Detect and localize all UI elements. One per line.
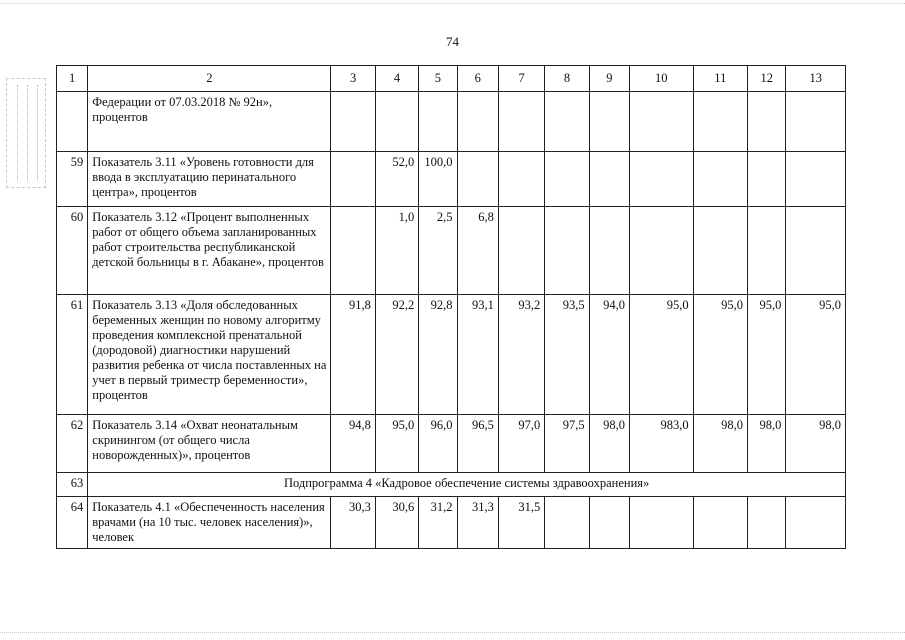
value-cell (545, 92, 589, 152)
value-cell (498, 207, 544, 295)
table-row (57, 415, 846, 473)
value-cell (693, 207, 747, 295)
scan-edge-top (0, 3, 905, 4)
value-cell (786, 92, 846, 152)
value-cell (630, 152, 694, 207)
value-cell (786, 497, 846, 549)
value-cell: 31,2 (419, 497, 457, 549)
scan-edge-bottom (0, 632, 905, 633)
value-cell (457, 152, 498, 207)
table-row (57, 497, 846, 549)
indicator-description: Показатель 3.13 «Доля обследованных беременных женщин по новому алгоритму проведения комплексной пренатальной (дородовой) диагностики нарушений развития ребенка от числа поставленных на учет в первый триместр беременности», процентов (88, 295, 331, 415)
value-cell: 6,8 (457, 207, 498, 295)
value-cell (331, 152, 375, 207)
value-cell: 94,0 (589, 295, 629, 415)
value-cell: 95,0 (786, 295, 846, 415)
value-cell: 31,5 (498, 497, 544, 549)
value-cell (331, 92, 375, 152)
value-cell: 30,3 (331, 497, 375, 549)
header-cell: 3 (331, 66, 375, 92)
table-row (57, 92, 846, 152)
table-row (57, 207, 846, 295)
value-cell: 93,2 (498, 295, 544, 415)
value-cell: 95,0 (748, 295, 786, 415)
value-cell (630, 497, 694, 549)
value-cell (748, 207, 786, 295)
page-number: 74 (446, 34, 459, 49)
value-cell (786, 152, 846, 207)
value-cell (748, 152, 786, 207)
header-cell: 12 (748, 66, 786, 92)
header-cell: 4 (375, 66, 418, 92)
table-header (57, 66, 846, 92)
value-cell: 94,8 (331, 415, 375, 473)
value-cell (498, 92, 544, 152)
value-cell: 98,0 (693, 415, 747, 473)
value-cell (589, 207, 629, 295)
header-row (57, 66, 846, 92)
indicator-description: Показатель 4.1 «Обеспеченность населения врачами (на 10 тыс. человек населения)», человек (88, 497, 331, 549)
value-cell (693, 92, 747, 152)
header-cell: 7 (498, 66, 544, 92)
header-cell: 5 (419, 66, 457, 92)
value-cell: 96,5 (457, 415, 498, 473)
indicator-description: Показатель 3.12 «Процент выполненных работ от общего объема запланированных работ строительства республиканской детской больницы в г. Абакане», процентов (88, 207, 331, 295)
value-cell (589, 92, 629, 152)
value-cell: 97,5 (545, 415, 589, 473)
header-cell: 13 (786, 66, 846, 92)
value-cell (693, 497, 747, 549)
value-cell (748, 497, 786, 549)
subprogram-title: Подпрограмма 4 «Кадровое обеспечение системы здравоохранения» (88, 473, 846, 497)
value-cell (693, 152, 747, 207)
value-cell (545, 152, 589, 207)
value-cell: 52,0 (375, 152, 418, 207)
row-number: 60 (57, 207, 88, 295)
value-cell: 95,0 (630, 295, 694, 415)
value-cell (748, 92, 786, 152)
value-cell: 93,5 (545, 295, 589, 415)
table-row (57, 152, 846, 207)
value-cell: 98,0 (748, 415, 786, 473)
value-cell: 31,3 (457, 497, 498, 549)
row-number: 59 (57, 152, 88, 207)
indicator-description: Показатель 3.11 «Уровень готовности для ввода в эксплуатацию перинатального центра», процентов (88, 152, 331, 207)
value-cell: 97,0 (498, 415, 544, 473)
value-cell: 100,0 (419, 152, 457, 207)
value-cell: 95,0 (693, 295, 747, 415)
value-cell: 98,0 (589, 415, 629, 473)
row-number: 63 (57, 473, 88, 497)
row-number: 61 (57, 295, 88, 415)
value-cell: 96,0 (419, 415, 457, 473)
value-cell: 91,8 (331, 295, 375, 415)
indicator-description: Показатель 3.14 «Охват неонатальным скринингом (от общего числа новорожденных)», процентов (88, 415, 331, 473)
value-cell (498, 152, 544, 207)
value-cell (786, 207, 846, 295)
row-number: 62 (57, 415, 88, 473)
value-cell: 95,0 (375, 415, 418, 473)
value-cell (589, 497, 629, 549)
row-number: 64 (57, 497, 88, 549)
value-cell: 92,8 (419, 295, 457, 415)
value-cell: 93,1 (457, 295, 498, 415)
header-cell: 8 (545, 66, 589, 92)
margin-stamp (6, 78, 46, 188)
table-row (57, 295, 846, 415)
value-cell (589, 152, 629, 207)
value-cell: 92,2 (375, 295, 418, 415)
value-cell (331, 207, 375, 295)
row-number (57, 92, 88, 152)
value-cell (545, 207, 589, 295)
subprogram-row (57, 473, 846, 497)
header-cell: 11 (693, 66, 747, 92)
value-cell: 2,5 (419, 207, 457, 295)
value-cell: 983,0 (630, 415, 694, 473)
indicator-description: Федерации от 07.03.2018 № 92н», процентов (88, 92, 331, 152)
value-cell (375, 92, 418, 152)
value-cell (630, 207, 694, 295)
value-cell (630, 92, 694, 152)
value-cell (545, 497, 589, 549)
value-cell: 30,6 (375, 497, 418, 549)
header-cell: 10 (630, 66, 694, 92)
header-cell: 6 (457, 66, 498, 92)
value-cell: 98,0 (786, 415, 846, 473)
value-cell (419, 92, 457, 152)
header-cell: 1 (57, 66, 88, 92)
header-cell: 9 (589, 66, 629, 92)
value-cell: 1,0 (375, 207, 418, 295)
value-cell (457, 92, 498, 152)
indicators-table (56, 65, 846, 549)
header-cell: 2 (88, 66, 331, 92)
